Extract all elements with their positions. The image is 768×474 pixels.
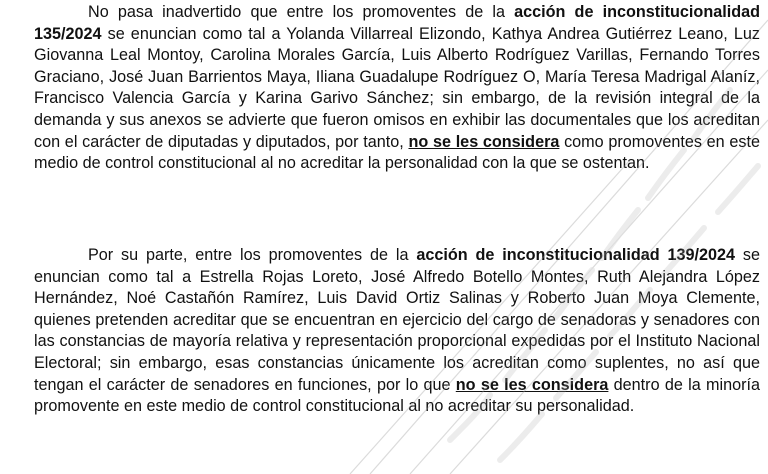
- paragraph-2-text-c: dentro de la minoría promovente en este medio de control constitucional al no acreditar su personalidad.: [34, 375, 760, 416]
- no-se-les-considera-emphasis-2: no se les considera: [455, 375, 609, 394]
- accion-135-reference: acción de inconstitucionalidad 135/2024: [34, 3, 760, 43]
- paragraph-2-text-b: se enuncian como tal a Estrella Rojas Loreto, José Alfredo Botello Montes, Ruth Alejandra López Hernández, Noé Castañón Ramírez, Luis David Ortiz Salinas y Roberto Juan Moya Clemente, quienes pretenden acreditar que se encuentran en ejercicio del cargo de senadoras y senadores con las constancias de mayoría relativa y representación proporcional expedidas por el Instituto Nacional Electoral; sin embargo, esas constancias únicamente los acreditan como suplentes, no así que tengan el carácter de senadores en funciones, por lo que: [34, 246, 760, 394]
- accion-139-reference: acción de inconstitucionalidad 139/2024: [416, 246, 736, 264]
- paragraph-1-text-c: como promoventes en este medio de control constitucional al no acreditar la personalidad con la que se ostentan.: [34, 132, 760, 173]
- no-se-les-considera-emphasis-1: no se les considera: [408, 132, 560, 151]
- paragraph-2-text-a: Por su parte, entre los promoventes de la: [88, 246, 417, 264]
- paragraph-1-text-a: No pasa inadvertido que entre los promoventes de la: [88, 3, 515, 21]
- paragraph-accion-139: [34, 245, 760, 418]
- paragraph-accion-135: [34, 2, 760, 175]
- paragraph-1-text-b: se enuncian como tal a Yolanda Villarreal Elizondo, Kathya Andrea Gutiérrez Leano, Luz Giovanna Leal Montoy, Carolina Morales García, Luis Alberto Rodríguez Varillas, Fernando Torres Graciano, José Juan Barrientos Maya, Iliana Guadalupe Rodríguez O, María Teresa Madrigal Alaníz, Francisco Valencia García y Karina Garivo Sánchez; sin embargo, de la revisión integral de la demanda y sus anexos se advierte que fueron omisos en exhibir las documentales que los acreditan con el carácter de diputadas y diputados, por tanto,: [34, 24, 760, 151]
